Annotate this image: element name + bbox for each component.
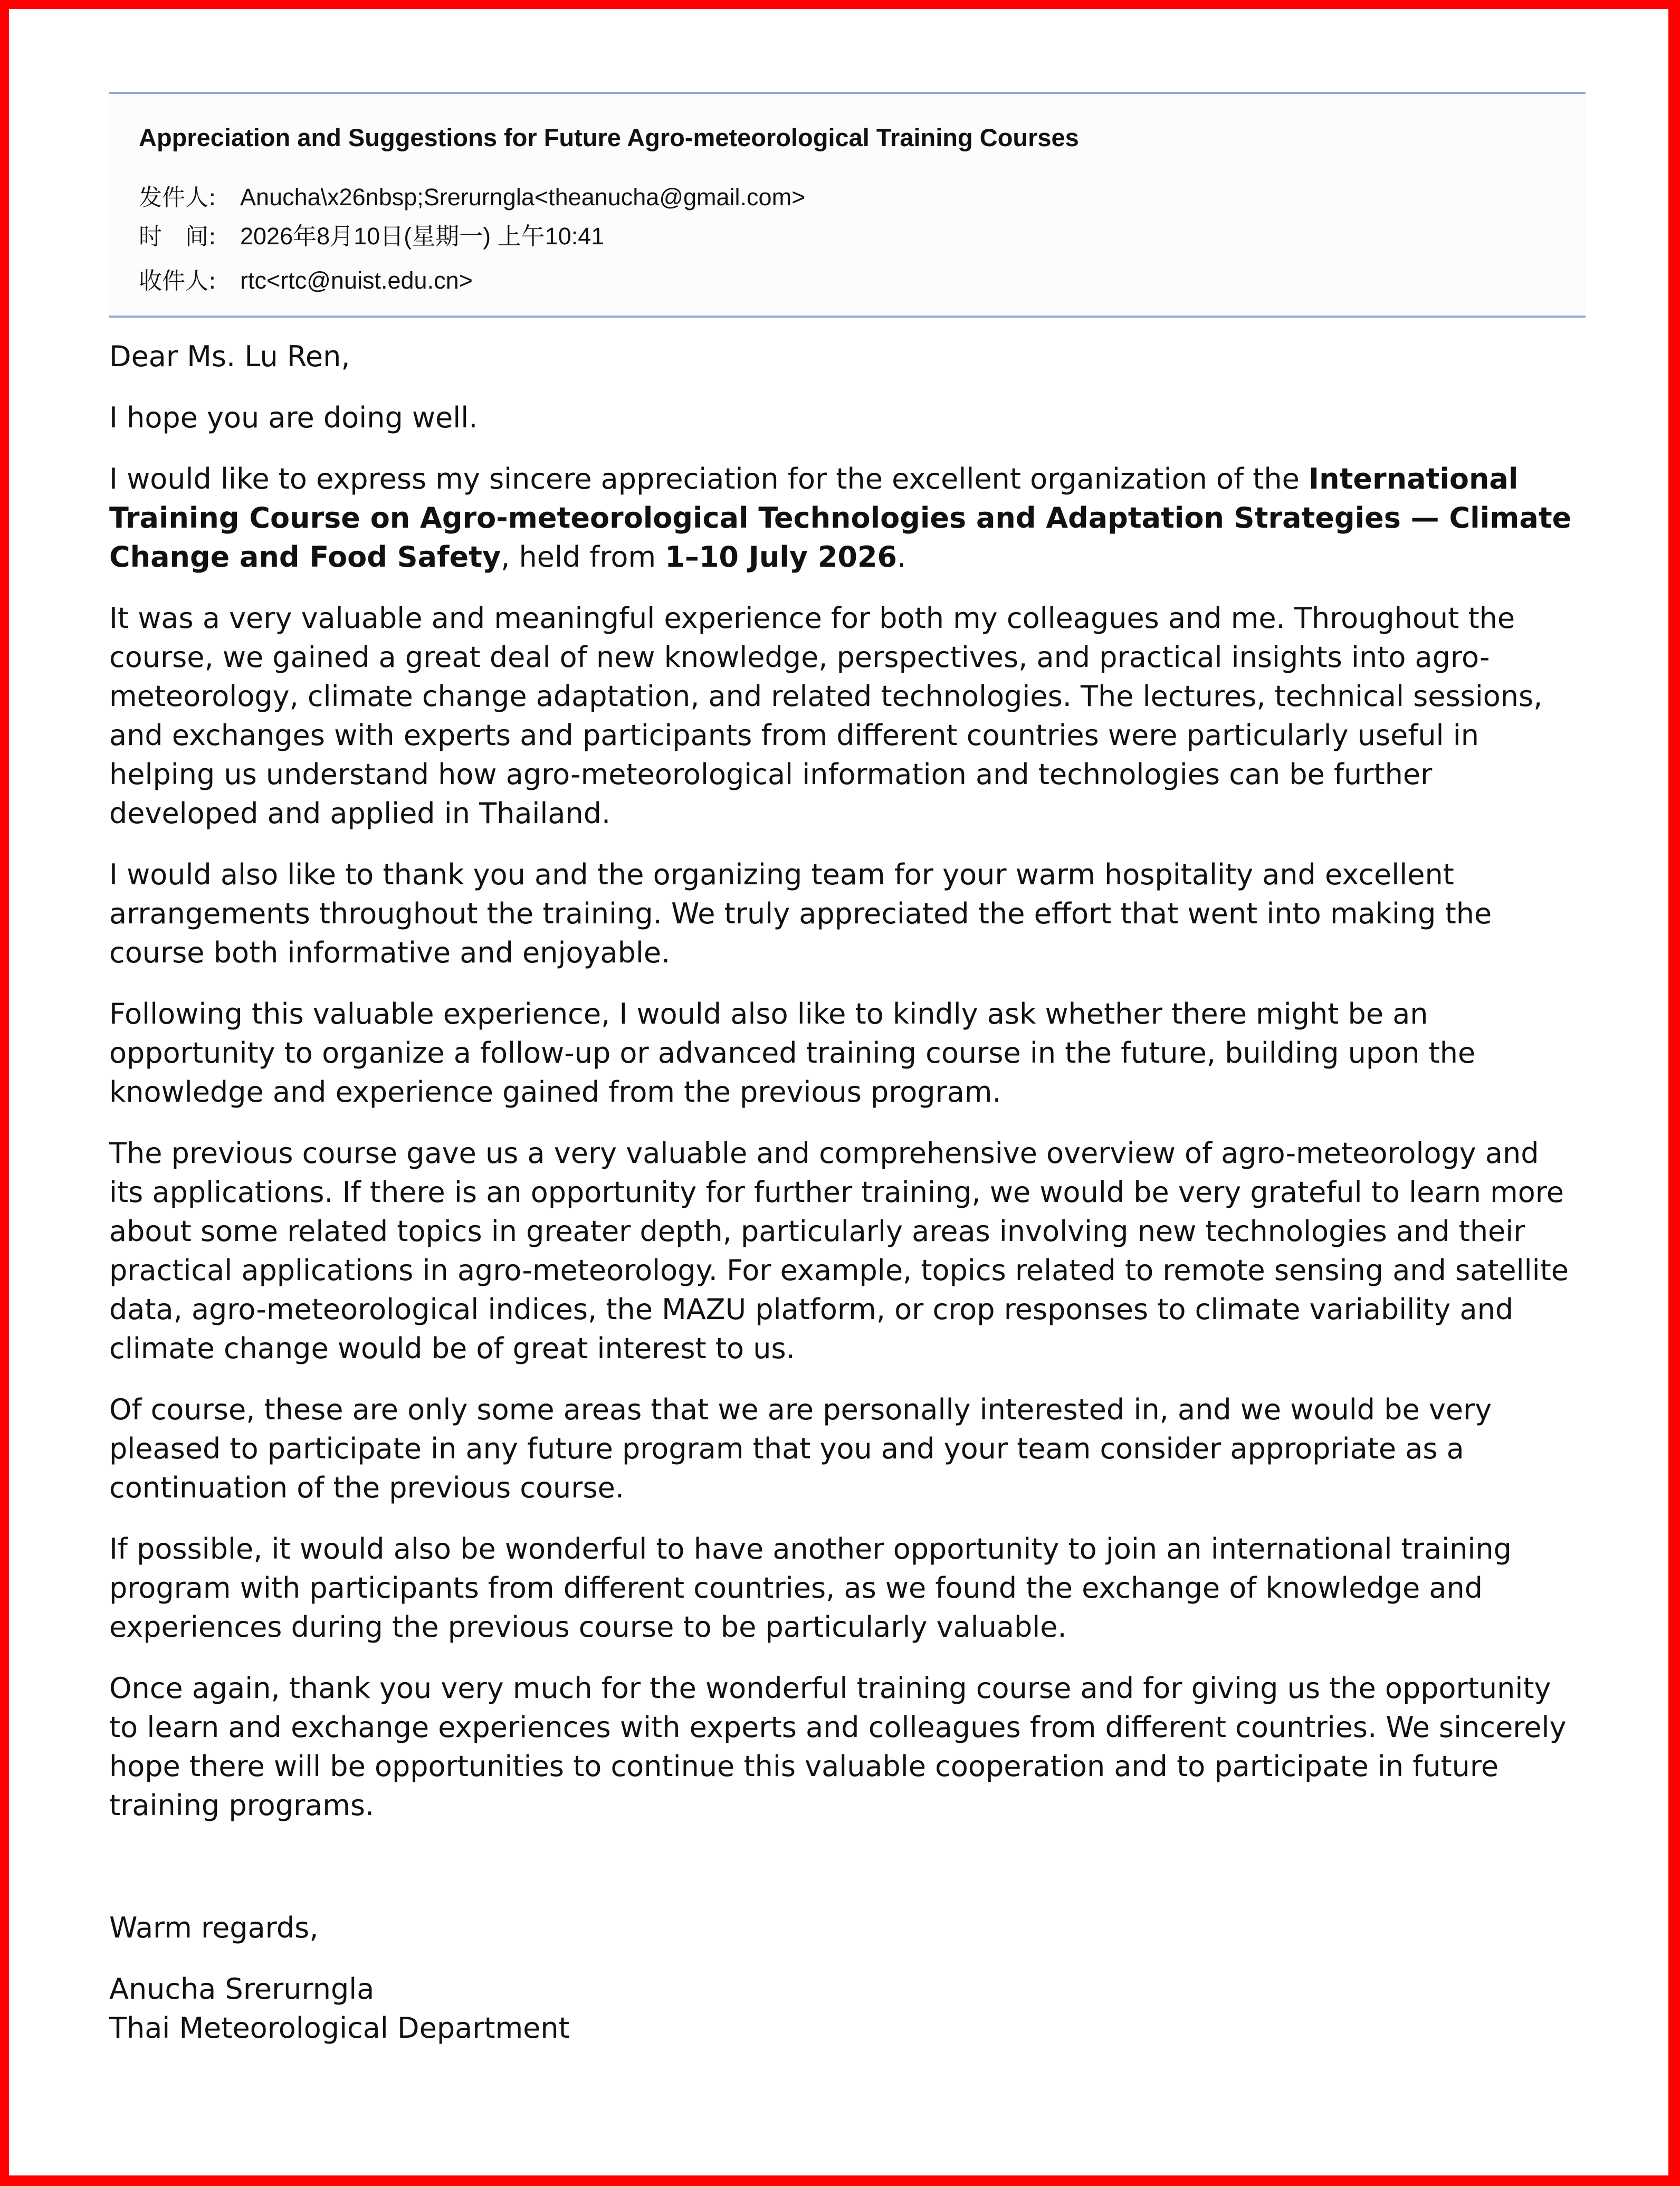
email-subject: Appreciation and Suggestions for Future Agro-meteorological Training Courses bbox=[139, 123, 1079, 151]
paragraph-4: I would also like to thank you and the organizing team for your warm hospitality and excellent arrangements throughout the training. We truly appreciated the effort that went into making the course both informative and enjoyable. bbox=[109, 858, 1492, 969]
paragraph-5: Following this valuable experience, I would also like to kindly ask whether there might be an opportunity to organize a follow-up or advanced training course in the future, building upon the knowledge and experience gained from the previous program. bbox=[109, 997, 1476, 1109]
time-label: 时 间: bbox=[139, 223, 216, 250]
paragraph-3: It was a very valuable and meaningful experience for both my colleagues and me. Throughout the course, we gained a great deal of new knowledge, perspectives, and practical insights into agro-meteorology, climate change adaptation, and related technologies. The lectures, technical sessions, and exchanges with experts and participants from different countries were particularly useful in helping us understand how agro-meteorological information and technologies can be further developed and applied in Thailand. bbox=[109, 602, 1543, 830]
paragraph-9: Once again, thank you very much for the wonderful training course and for giving us the opportunity to learn and exchange experiences with experts and colleagues from different countries. We sincerely hope there will be opportunities to continue this valuable cooperation and to participate in future training programs. bbox=[109, 1672, 1567, 1822]
course-title: International Training Course on Agro-meteorological Technologies and Adaptation Strategies — Climate Change and Food Safety bbox=[109, 462, 1572, 574]
recipient-row bbox=[139, 262, 473, 295]
course-dates: 1–10 July 2026 bbox=[665, 540, 898, 574]
recipient-label: 收件人: bbox=[139, 268, 216, 294]
time-value: 2026年8月10日(星期一) 上午10:41 bbox=[240, 223, 605, 250]
email-header bbox=[109, 92, 1586, 318]
paragraph-6: The previous course gave us a very valuable and comprehensive overview of agro-meteorology and its applications. If there is an opportunity for further training, we would be very grateful to learn more about some related topics in greater depth, particularly areas involving new technologies and their practical applications in agro-meteorology. For example, topics related to remote sensing and satellite data, agro-meteorological indices, the MAZU platform, or crop responses to climate variability and climate change would be of great interest to us. bbox=[109, 1137, 1569, 1365]
sender-organization: Thai Meteorological Department bbox=[109, 2011, 570, 2045]
p2-intro: I would like to express my sincere appreciation for the excellent organization of the bbox=[109, 462, 1309, 495]
sender-address[interactable]: Anucha\x26nbsp;Srerurngla<theanucha@gmail.com> bbox=[240, 184, 806, 211]
p2-end: . bbox=[897, 540, 906, 574]
email-body bbox=[109, 337, 1581, 2048]
sender-label: 发件人: bbox=[139, 184, 216, 211]
paragraph-8: If possible, it would also be wonderful to have another opportunity to join an international training program with participants from different countries, as we found the exchange of knowledge and experiences during the previous course to be particularly valuable. bbox=[109, 1532, 1512, 1644]
closing-spacer bbox=[109, 1847, 1581, 1908]
p2-mid: , held from bbox=[501, 540, 665, 574]
paragraph-1: I hope you are doing well. bbox=[109, 401, 478, 434]
time-row bbox=[139, 217, 604, 251]
signature-block bbox=[109, 1970, 1581, 2048]
paragraph-2 bbox=[109, 460, 1581, 577]
sender-row bbox=[139, 178, 805, 212]
closing: Warm regards, bbox=[109, 1911, 319, 1944]
recipient-address[interactable]: rtc<rtc@nuist.edu.cn> bbox=[240, 267, 473, 294]
paragraph-7: Of course, these are only some areas that we are personally interested in, and we would be very pleased to participate in any future program that you and your team consider appropriate as a continuation of the previous course. bbox=[109, 1393, 1492, 1504]
greeting: Dear Ms. Lu Ren, bbox=[109, 340, 350, 373]
sender-name: Anucha Srerurngla bbox=[109, 1972, 375, 2006]
